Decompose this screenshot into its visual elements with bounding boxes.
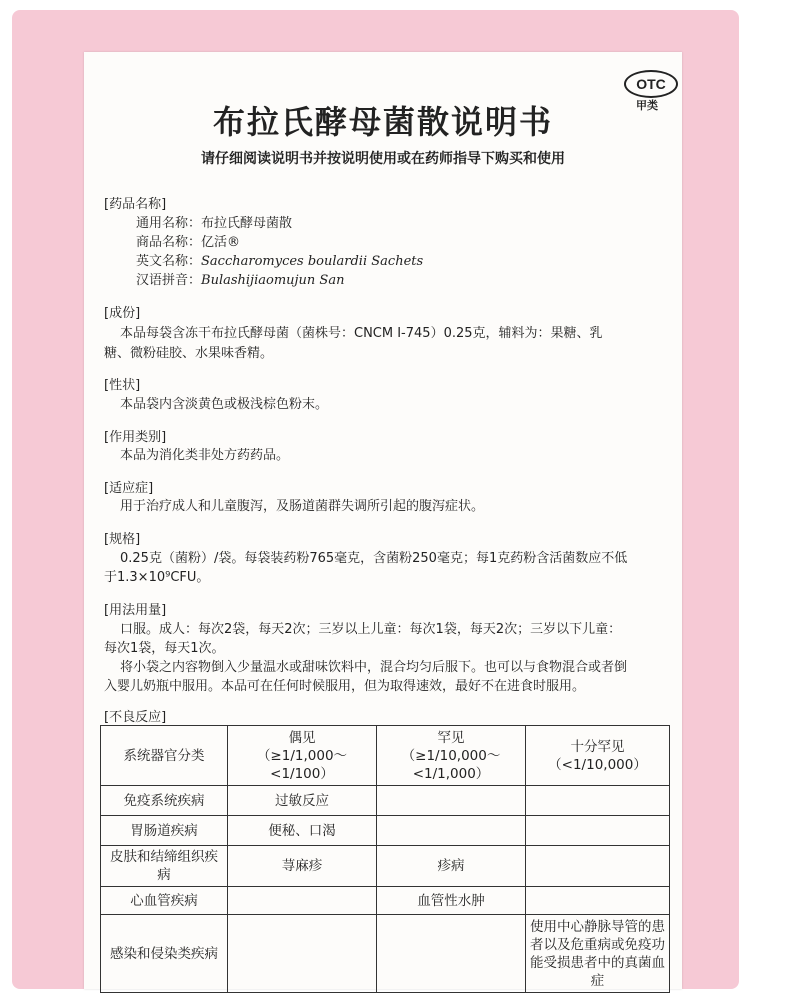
cell-system: 感染和侵染类疾病 — [101, 915, 228, 993]
spec-line-1: 0.25克（菌粉）/袋。每袋装药粉765毫克，含菌粉250毫克；每1克药粉含活菌数应不低 — [120, 551, 628, 566]
category-text: 本品为消化类非处方药药品。 — [120, 448, 290, 463]
composition-line-1: 本品每袋含冻干布拉氏酵母菌（菌株号：CNCM I-745）0.25克，辅料为：果糖、乳 — [120, 326, 603, 341]
cell-system: 皮肤和结缔组织疾病 — [101, 846, 228, 887]
otc-mark: OTC — [624, 70, 678, 98]
cell-very-rare — [526, 816, 670, 846]
english-name: Saccharomyces boulardii Sachets — [201, 254, 424, 269]
col-very-rare-range: （<1/10,000） — [548, 756, 647, 773]
col-common-name: 偶见 — [288, 729, 316, 746]
table-header-row — [101, 726, 670, 786]
section-header-composition: [成份] — [104, 306, 141, 321]
table-row — [101, 887, 670, 915]
leaflet-subtitle: 请仔细阅读说明书并按说明使用或在药师指导下购买和使用 — [201, 151, 565, 167]
cell-common — [228, 915, 377, 993]
cell-rare — [377, 786, 526, 816]
col-system-header — [101, 726, 228, 786]
usage-line-3: 将小袋之内容物倒入少量温水或甜味饮料中，混合均匀后服下。也可以与食物混合或者倒 — [120, 660, 628, 675]
cell-very-rare: 使用中心静脉导管的患者以及危重病或免疫功能受损患者中的真菌血症 — [526, 915, 670, 993]
trade-name: 商品名称：亿活® — [136, 235, 241, 250]
section-header-indication: [适应症] — [104, 481, 154, 496]
cell-rare: 疹病 — [377, 846, 526, 887]
table-row — [101, 816, 670, 846]
cell-very-rare — [526, 887, 670, 915]
cell-very-rare — [526, 846, 670, 887]
usage-line-4: 入婴儿奶瓶中服用。本品可在任何时候服用，但为取得速效，最好不在进食时服用。 — [104, 679, 586, 694]
section-header-category: [作用类别] — [104, 430, 167, 445]
section-header-usage: [用法用量] — [104, 603, 167, 618]
table-row — [101, 786, 670, 816]
english-name-label: 英文名称： — [136, 254, 202, 269]
cell-common: 便秘、口渴 — [228, 816, 377, 846]
usage-line-1: 口服。成人：每次2袋，每天2次；三岁以上儿童：每次1袋，每天2次；三岁以下儿童： — [120, 622, 622, 637]
cell-rare — [377, 915, 526, 993]
table-row — [101, 915, 670, 993]
section-header-spec: [规格] — [104, 532, 141, 547]
cell-rare: 血管性水肿 — [377, 887, 526, 915]
cell-system: 免疫系统疾病 — [101, 786, 228, 816]
cell-common: 过敏反应 — [228, 786, 377, 816]
section-header-character: [性状] — [104, 378, 141, 393]
spec-line-2: 于1.3×10⁹CFU。 — [104, 570, 210, 585]
english-name-row — [136, 250, 423, 269]
col-rare-range: （≥1/10,000～<1/1,000） — [401, 747, 501, 782]
common-name: 通用名称：布拉氏酵母菌散 — [136, 216, 293, 231]
col-very-rare-name: 十分罕见 — [570, 738, 625, 755]
indication-text: 用于治疗成人和儿童腹泻，及肠道菌群失调所引起的腹泻症状。 — [120, 499, 485, 514]
section-header-adverse: [不良反应] — [104, 710, 167, 725]
cell-very-rare — [526, 786, 670, 816]
cell-system: 胃肠道疾病 — [101, 816, 228, 846]
character-text: 本品袋内含淡黄色或极浅棕色粉末。 — [120, 397, 329, 412]
col-rare-name: 罕见 — [437, 729, 465, 746]
pinyin-name-label: 汉语拼音： — [136, 273, 202, 288]
cell-common — [228, 887, 377, 915]
pinyin-name: Bulashijiaomujun San — [201, 273, 345, 288]
otc-class-label: 甲类 — [636, 99, 658, 112]
cell-system: 心血管疾病 — [101, 887, 228, 915]
leaflet-paper — [84, 52, 682, 989]
usage-line-2: 每次1袋，每天1次。 — [104, 641, 225, 656]
col-very-rare-header — [526, 726, 670, 786]
table-row — [101, 846, 670, 887]
section-header-drug-name: [药品名称] — [104, 197, 167, 212]
composition-line-2: 糖、微粉硅胶、水果味香精。 — [104, 346, 274, 361]
col-common-range: （≥1/1,000～<1/100） — [256, 747, 348, 782]
col-system-name: 系统器官分类 — [123, 747, 205, 764]
col-common-header — [228, 726, 377, 786]
adverse-reaction-table — [100, 725, 670, 993]
cell-common: 荨麻疹 — [228, 846, 377, 887]
pinyin-name-row — [136, 269, 344, 288]
leaflet-title: 布拉氏酵母菌散说明书 — [212, 103, 553, 141]
cell-rare — [377, 816, 526, 846]
col-rare-header — [377, 726, 526, 786]
